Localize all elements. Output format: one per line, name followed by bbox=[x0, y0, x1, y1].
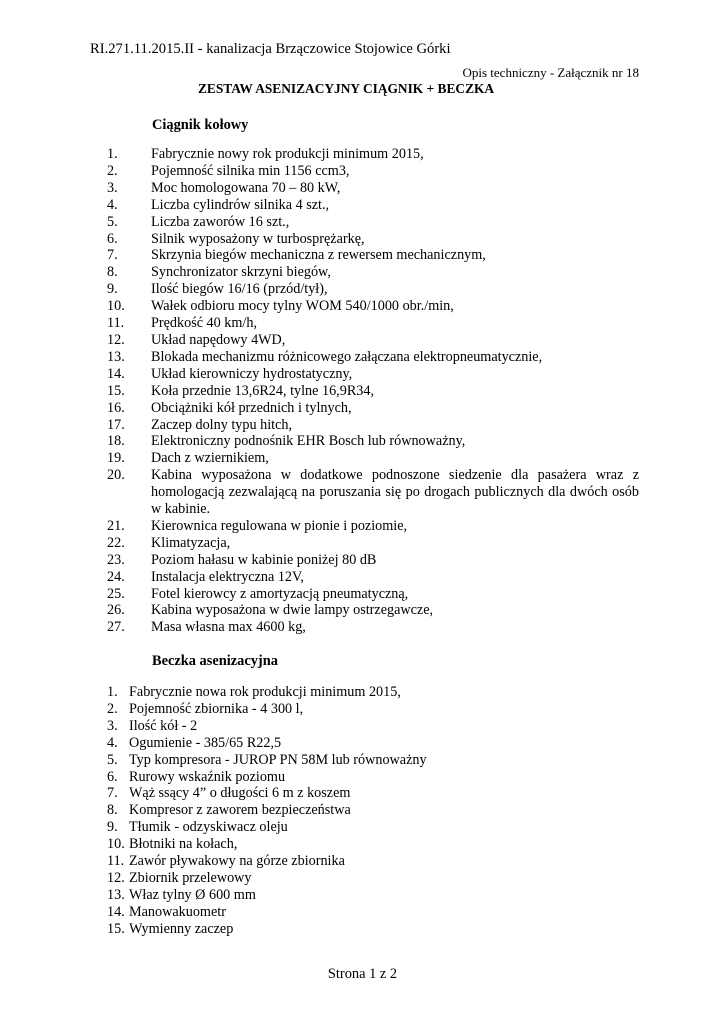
tractor-spec-item bbox=[107, 467, 639, 518]
tank-spec-item bbox=[107, 853, 607, 870]
item-text: Liczba zaworów 16 szt., bbox=[151, 213, 290, 230]
item-text: Moc homologowana 70 – 80 kW, bbox=[151, 179, 341, 196]
item-number: 12. bbox=[107, 331, 125, 348]
tractor-spec-item bbox=[107, 332, 639, 349]
item-number: 22. bbox=[107, 534, 125, 551]
tractor-spec-item bbox=[107, 586, 639, 603]
item-number: 2. bbox=[107, 162, 118, 179]
tank-spec-item bbox=[107, 701, 607, 718]
tractor-spec-item bbox=[107, 433, 639, 450]
tractor-spec-item bbox=[107, 197, 639, 214]
item-text: Koła przednie 13,6R24, tylne 16,9R34, bbox=[151, 382, 375, 399]
tractor-spec-item bbox=[107, 349, 639, 366]
item-text: Wałek odbioru mocy tylny WOM 540/1000 obr./min, bbox=[151, 298, 454, 315]
tank-spec-item bbox=[107, 802, 607, 819]
item-text: Dach z wziernikiem, bbox=[151, 450, 269, 467]
item-number: 15. bbox=[107, 920, 129, 937]
tank-spec-item bbox=[107, 904, 607, 921]
item-number: 3. bbox=[107, 179, 118, 196]
item-number: 4. bbox=[107, 734, 125, 751]
item-number: 8. bbox=[107, 264, 118, 281]
tank-spec-item bbox=[107, 819, 607, 836]
tractor-spec-item bbox=[107, 518, 639, 535]
attachment-label: Opis techniczny - Załącznik nr 18 bbox=[462, 65, 639, 80]
item-number: 7. bbox=[107, 247, 118, 264]
item-text: Skrzynia biegów mechaniczna z rewersem mechanicznym, bbox=[151, 247, 486, 264]
item-number: 14. bbox=[107, 903, 129, 920]
tractor-spec-item bbox=[107, 264, 639, 281]
item-number: 10. bbox=[107, 298, 125, 315]
tractor-spec-item bbox=[107, 535, 639, 552]
item-text: Blokada mechanizmu różnicowego załączana elektropneumatycznie, bbox=[151, 348, 543, 365]
tank-spec-item bbox=[107, 870, 607, 887]
item-number: 23. bbox=[107, 551, 125, 568]
item-number: 5. bbox=[107, 751, 125, 768]
item-number: 4. bbox=[107, 196, 118, 213]
item-text: Kierownica regulowana w pionie i poziomie, bbox=[151, 517, 408, 534]
item-number: 5. bbox=[107, 213, 118, 230]
item-text: Zbiornik przelewowy bbox=[129, 869, 252, 886]
item-number: 15. bbox=[107, 382, 125, 399]
item-text: Błotniki na kołach, bbox=[129, 836, 238, 853]
tractor-spec-item bbox=[107, 400, 639, 417]
item-number: 1. bbox=[107, 684, 125, 700]
item-number: 11. bbox=[107, 315, 125, 332]
item-text: Ilość biegów 16/16 (przód/tył), bbox=[151, 281, 328, 298]
item-text: Masa własna max 4600 kg, bbox=[151, 619, 306, 636]
document-reference: RI.271.11.2015.II - kanalizacja Brzączowice Stojowice Górki bbox=[90, 41, 451, 57]
item-text: Poziom hałasu w kabinie poniżej 80 dB bbox=[151, 551, 377, 568]
page-number: Strona 1 z 2 bbox=[327, 966, 398, 982]
item-number: 25. bbox=[107, 585, 125, 602]
tank-spec-item bbox=[107, 684, 607, 701]
item-text: Liczba cylindrów silnika 4 szt., bbox=[151, 196, 330, 213]
item-number: 27. bbox=[107, 619, 125, 636]
tractor-spec-item bbox=[107, 298, 639, 315]
item-text: Pojemność zbiornika - 4 300 l, bbox=[129, 700, 304, 717]
item-text: Kabina wyposażona w dodatkowe podnoszone siedzenie dla pasażera wraz z homologacją zezwalającą na poruszania się po drogach publicznych dla dwóch osób w kabinie. bbox=[151, 467, 639, 518]
item-text: Instalacja elektryczna 12V, bbox=[151, 568, 304, 585]
item-text: Typ kompresora - JUROP PN 58M lub równoważny bbox=[129, 751, 427, 768]
tank-spec-item bbox=[107, 735, 607, 752]
item-text: Tłumik - odzyskiwacz oleju bbox=[129, 819, 288, 836]
tank-spec-list bbox=[107, 684, 607, 938]
item-text: Układ napędowy 4WD, bbox=[151, 331, 286, 348]
tractor-spec-item bbox=[107, 383, 639, 400]
item-number: 8. bbox=[107, 802, 125, 819]
tank-spec-item bbox=[107, 769, 607, 786]
item-number: 6. bbox=[107, 230, 118, 247]
tractor-spec-item bbox=[107, 366, 639, 383]
tank-spec-item bbox=[107, 785, 607, 802]
tractor-spec-item bbox=[107, 552, 639, 569]
tractor-spec-item bbox=[107, 619, 639, 636]
item-number: 9. bbox=[107, 819, 125, 836]
item-number: 6. bbox=[107, 768, 125, 785]
tractor-spec-list bbox=[107, 146, 639, 636]
tractor-spec-item bbox=[107, 417, 639, 434]
item-text: Fabrycznie nowa rok produkcji minimum 2015, bbox=[129, 684, 401, 700]
item-number: 13. bbox=[107, 886, 129, 903]
item-number: 9. bbox=[107, 281, 118, 298]
item-number: 18. bbox=[107, 433, 125, 450]
item-text: Kompresor z zaworem bezpieczeństwa bbox=[129, 802, 351, 819]
section-title-tank: Beczka asenizacyjna bbox=[152, 653, 278, 669]
tractor-spec-item bbox=[107, 569, 639, 586]
tractor-spec-item bbox=[107, 602, 639, 619]
tank-spec-item bbox=[107, 836, 607, 853]
item-number: 3. bbox=[107, 717, 125, 734]
item-text: Fabrycznie nowy rok produkcji minimum 2015, bbox=[151, 146, 424, 162]
tractor-spec-item bbox=[107, 163, 639, 180]
tank-spec-item bbox=[107, 887, 607, 904]
tractor-spec-item bbox=[107, 450, 639, 467]
item-number: 19. bbox=[107, 450, 125, 467]
item-number: 21. bbox=[107, 517, 125, 534]
item-text: Synchronizator skrzyni biegów, bbox=[151, 264, 331, 281]
item-number: 17. bbox=[107, 416, 125, 433]
item-number: 14. bbox=[107, 365, 125, 382]
item-number: 11. bbox=[107, 853, 128, 870]
item-text: Silnik wyposażony w turbosprężarkę, bbox=[151, 230, 365, 247]
tractor-spec-item bbox=[107, 247, 639, 264]
tractor-spec-item bbox=[107, 231, 639, 248]
item-number: 20. bbox=[107, 467, 125, 484]
item-text: Ilość kół - 2 bbox=[129, 717, 198, 734]
item-number: 26. bbox=[107, 602, 125, 619]
item-text: Wąż ssący 4” o długości 6 m z koszem bbox=[129, 785, 351, 802]
item-number: 24. bbox=[107, 568, 125, 585]
tank-spec-item bbox=[107, 718, 607, 735]
tank-spec-item bbox=[107, 921, 607, 938]
item-number: 2. bbox=[107, 700, 125, 717]
item-text: Kabina wyposażona w dwie lampy ostrzegawcze, bbox=[151, 602, 434, 619]
item-text: Pojemność silnika min 1156 ccm3, bbox=[151, 162, 350, 179]
item-text: Klimatyzacja, bbox=[151, 534, 231, 551]
item-text: Układ kierowniczy hydrostatyczny, bbox=[151, 365, 353, 382]
item-text: Prędkość 40 km/h, bbox=[151, 315, 258, 332]
item-number: 10. bbox=[107, 836, 129, 853]
item-text: Właz tylny Ø 600 mm bbox=[129, 886, 256, 903]
item-number: 16. bbox=[107, 399, 125, 416]
item-text: Fotel kierowcy z amortyzacją pneumatyczną, bbox=[151, 585, 409, 602]
tractor-spec-item bbox=[107, 180, 639, 197]
item-number: 13. bbox=[107, 348, 125, 365]
item-number: 1. bbox=[107, 146, 118, 162]
item-text: Rurowy wskaźnik poziomu bbox=[129, 768, 286, 785]
section-title-tractor: Ciągnik kołowy bbox=[152, 117, 249, 133]
item-text: Wymienny zaczep bbox=[129, 920, 234, 937]
item-number: 7. bbox=[107, 785, 125, 802]
item-text: Manowakuometr bbox=[129, 903, 226, 920]
item-text: Ogumienie - 385/65 R22,5 bbox=[129, 734, 282, 751]
tank-spec-item bbox=[107, 752, 607, 769]
item-text: Zawór pływakowy na górze zbiornika bbox=[129, 853, 345, 870]
item-text: Zaczep dolny typu hitch, bbox=[151, 416, 293, 433]
item-text: Obciążniki kół przednich i tylnych, bbox=[151, 399, 352, 416]
document-title: ZESTAW ASENIZACYJNY CIĄGNIK + BECZKA bbox=[198, 81, 495, 96]
tractor-spec-item bbox=[107, 214, 639, 231]
item-number: 12. bbox=[107, 869, 129, 886]
tractor-spec-item bbox=[107, 146, 639, 163]
tractor-spec-item bbox=[107, 281, 639, 298]
item-text: Elektroniczny podnośnik EHR Bosch lub równoważny, bbox=[151, 433, 466, 450]
tractor-spec-item bbox=[107, 315, 639, 332]
